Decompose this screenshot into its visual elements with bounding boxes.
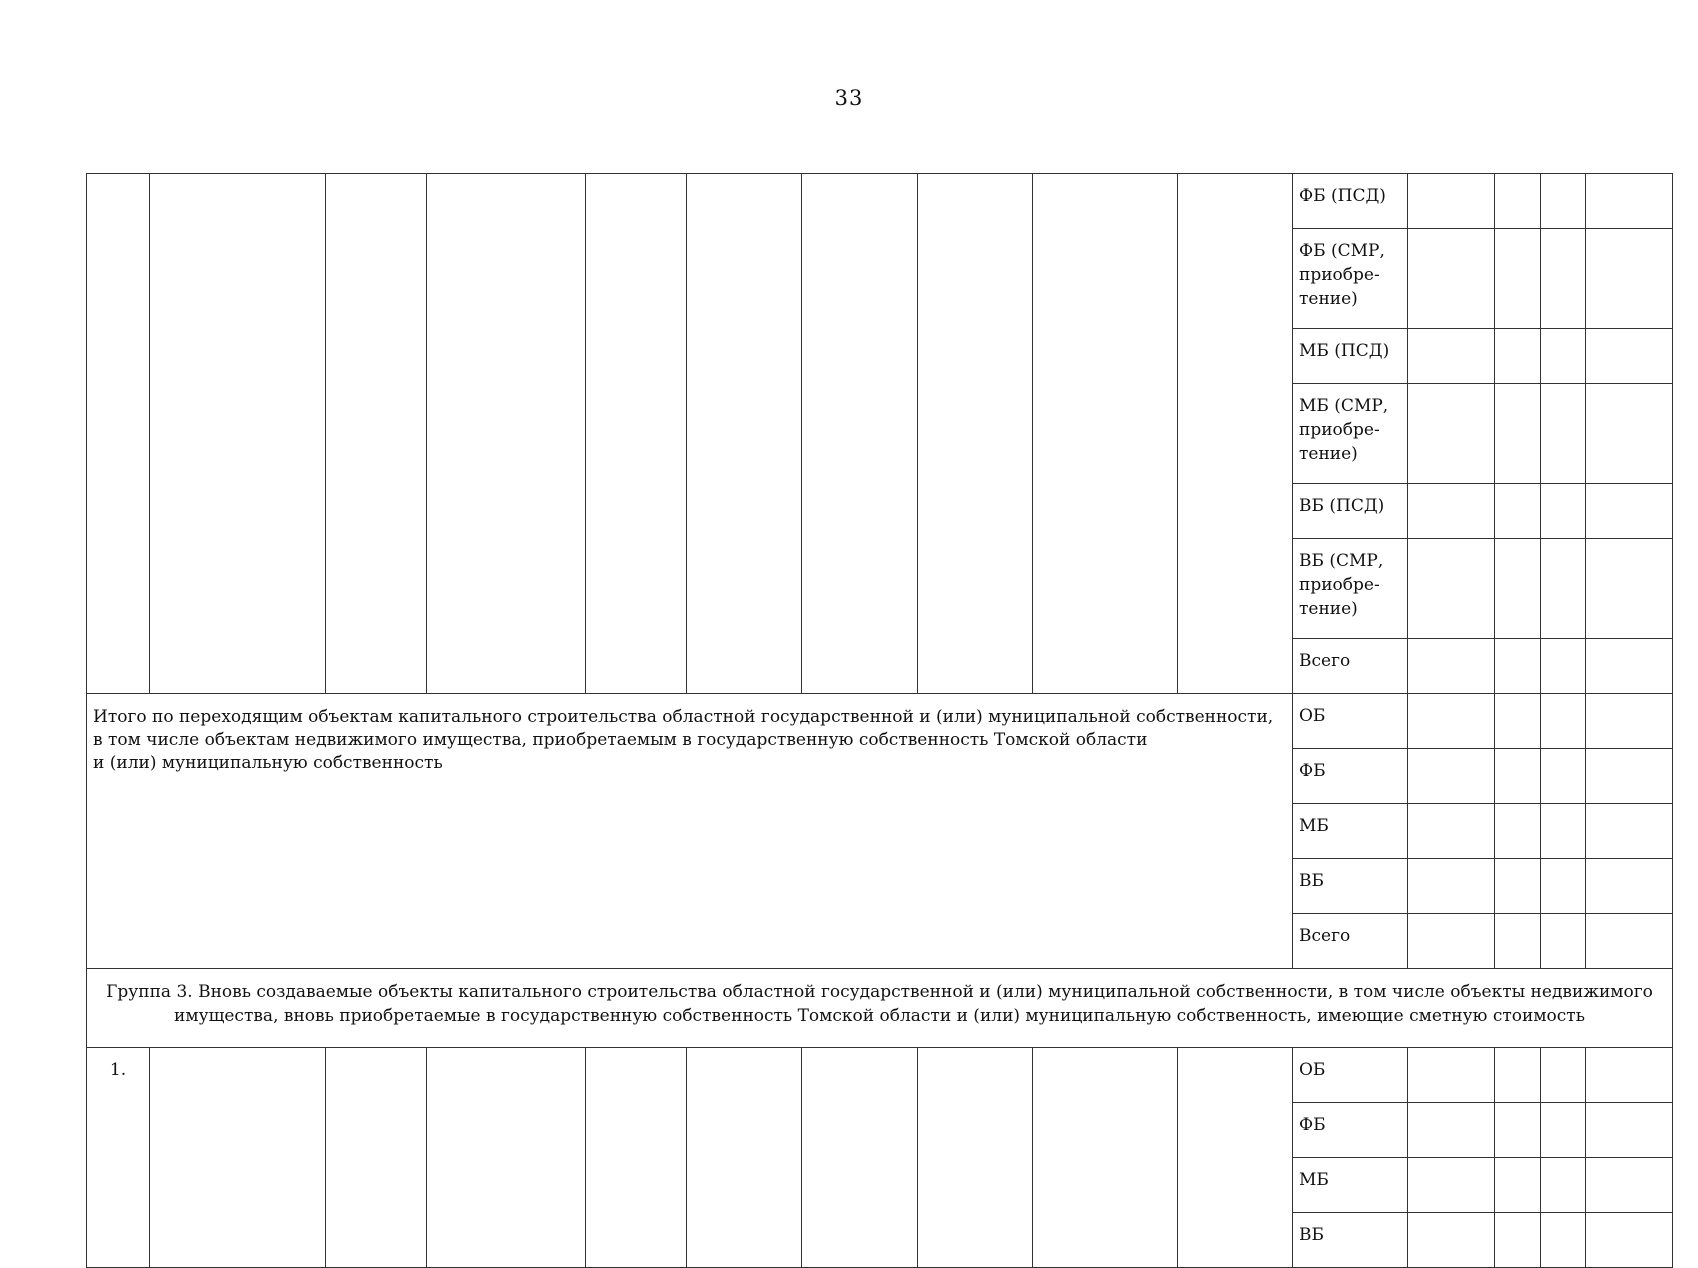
table-cell [326, 1048, 427, 1268]
table-cell [1408, 749, 1495, 804]
table-cell [1495, 174, 1541, 229]
table-cell [1586, 229, 1673, 329]
table-cell [427, 174, 586, 694]
table-cell [1033, 174, 1178, 694]
table-cell [1541, 859, 1586, 914]
table-cell [150, 174, 326, 694]
table-cell [1408, 859, 1495, 914]
table-cell [1495, 1103, 1541, 1158]
table-cell [1541, 229, 1586, 329]
table-cell [1408, 914, 1495, 969]
table-cell [1586, 694, 1673, 749]
funding-source-label: ВБ (ПСД) [1293, 484, 1408, 539]
table-cell [1586, 639, 1673, 694]
table-cell [1541, 1213, 1586, 1268]
table-cell [1586, 174, 1673, 229]
table-cell [1408, 1103, 1495, 1158]
table-cell [918, 1048, 1033, 1268]
funding-source-label: МБ [1293, 804, 1408, 859]
table-cell [1541, 804, 1586, 859]
table-cell [1495, 914, 1541, 969]
table-cell [1586, 384, 1673, 484]
funding-source-label: МБ (ПСД) [1293, 329, 1408, 384]
group-heading: Группа 3. Вновь создаваемые объекты капитального строительства областной государственной и (или) муниципальной собственности, в том числе объекты недвижимого имущества, вновь приобретаемые в государственную собственность Томской области и (или) муниципальную собственность, имеющие сметную стоимость [87, 969, 1673, 1048]
table-cell [1586, 329, 1673, 384]
table-row [87, 174, 1673, 229]
table-cell [1541, 694, 1586, 749]
table-row [87, 694, 1673, 749]
table-cell [1586, 1103, 1673, 1158]
table-cell [1178, 1048, 1293, 1268]
funding-source-label: Всего [1293, 639, 1408, 694]
table-cell [1541, 639, 1586, 694]
table-cell [1541, 1103, 1586, 1158]
table-cell [1586, 859, 1673, 914]
table-cell [1495, 804, 1541, 859]
table-cell [1586, 539, 1673, 639]
table-cell [1495, 329, 1541, 384]
table-cell [1408, 1213, 1495, 1268]
funding-source-label: ВБ (СМР, приобре- тение) [1293, 539, 1408, 639]
table-cell [1586, 1213, 1673, 1268]
table-cell [1495, 749, 1541, 804]
table-cell [1408, 229, 1495, 329]
table-cell [1408, 539, 1495, 639]
table-cell [687, 1048, 802, 1268]
table-cell [1586, 804, 1673, 859]
table-cell [1408, 1048, 1495, 1103]
table-cell [1178, 174, 1293, 694]
table-cell [1495, 484, 1541, 539]
table-cell [1495, 229, 1541, 329]
funding-source-label: ВБ [1293, 1213, 1408, 1268]
table-cell [802, 1048, 918, 1268]
table-cell [1541, 914, 1586, 969]
table-cell [150, 1048, 326, 1268]
table-cell [1541, 329, 1586, 384]
total-label: Итого по переходящим объектам капитального строительства областной государственной и (или) муниципальной собственности, в том числе объектам недвижимого имущества, приобретаемым в государственную собственность Томской области и (или) муниципальную собственность [87, 694, 1293, 969]
table-cell [586, 1048, 687, 1268]
table-cell [1495, 859, 1541, 914]
table-cell [1586, 1048, 1673, 1103]
funding-source-label: Всего [1293, 914, 1408, 969]
table-cell [687, 174, 802, 694]
table-cell [586, 174, 687, 694]
table-row [87, 969, 1673, 1048]
table-cell [1408, 174, 1495, 229]
table-cell [802, 174, 918, 694]
table-cell [326, 174, 427, 694]
funding-source-label: ОБ [1293, 1048, 1408, 1103]
funding-source-label: ФБ [1293, 1103, 1408, 1158]
table-cell [1408, 484, 1495, 539]
table-cell [1408, 1158, 1495, 1213]
row-number: 1. [87, 1048, 150, 1268]
table-cell [427, 1048, 586, 1268]
table-cell [1586, 749, 1673, 804]
table-cell [1408, 694, 1495, 749]
table-row [87, 1048, 1673, 1103]
table-cell [1408, 384, 1495, 484]
table-cell [1033, 1048, 1178, 1268]
table-cell [918, 174, 1033, 694]
funding-source-label: МБ [1293, 1158, 1408, 1213]
funding-source-label: ФБ (ПСД) [1293, 174, 1408, 229]
funding-source-label: ФБ [1293, 749, 1408, 804]
table-cell [1408, 804, 1495, 859]
program-table [86, 173, 1673, 1268]
table-cell [1541, 1048, 1586, 1103]
table-cell [1495, 1213, 1541, 1268]
table-cell [1541, 174, 1586, 229]
table-cell [1541, 1158, 1586, 1213]
page-number: 33 [834, 86, 864, 110]
table-cell [1495, 384, 1541, 484]
funding-source-label: ВБ [1293, 859, 1408, 914]
table-cell [1495, 1048, 1541, 1103]
table-cell [1541, 749, 1586, 804]
table-cell [1495, 1158, 1541, 1213]
table-cell [87, 174, 150, 694]
table-cell [1541, 484, 1586, 539]
funding-source-label: ФБ (СМР, приобре- тение) [1293, 229, 1408, 329]
funding-source-label: ОБ [1293, 694, 1408, 749]
table-cell [1408, 639, 1495, 694]
table-cell [1586, 1158, 1673, 1213]
table-cell [1495, 694, 1541, 749]
table-cell [1586, 914, 1673, 969]
table-cell [1408, 329, 1495, 384]
table-cell [1541, 384, 1586, 484]
funding-source-label: МБ (СМР, приобре- тение) [1293, 384, 1408, 484]
table-cell [1586, 484, 1673, 539]
table-cell [1541, 539, 1586, 639]
table-cell [1495, 539, 1541, 639]
table-cell [1495, 639, 1541, 694]
